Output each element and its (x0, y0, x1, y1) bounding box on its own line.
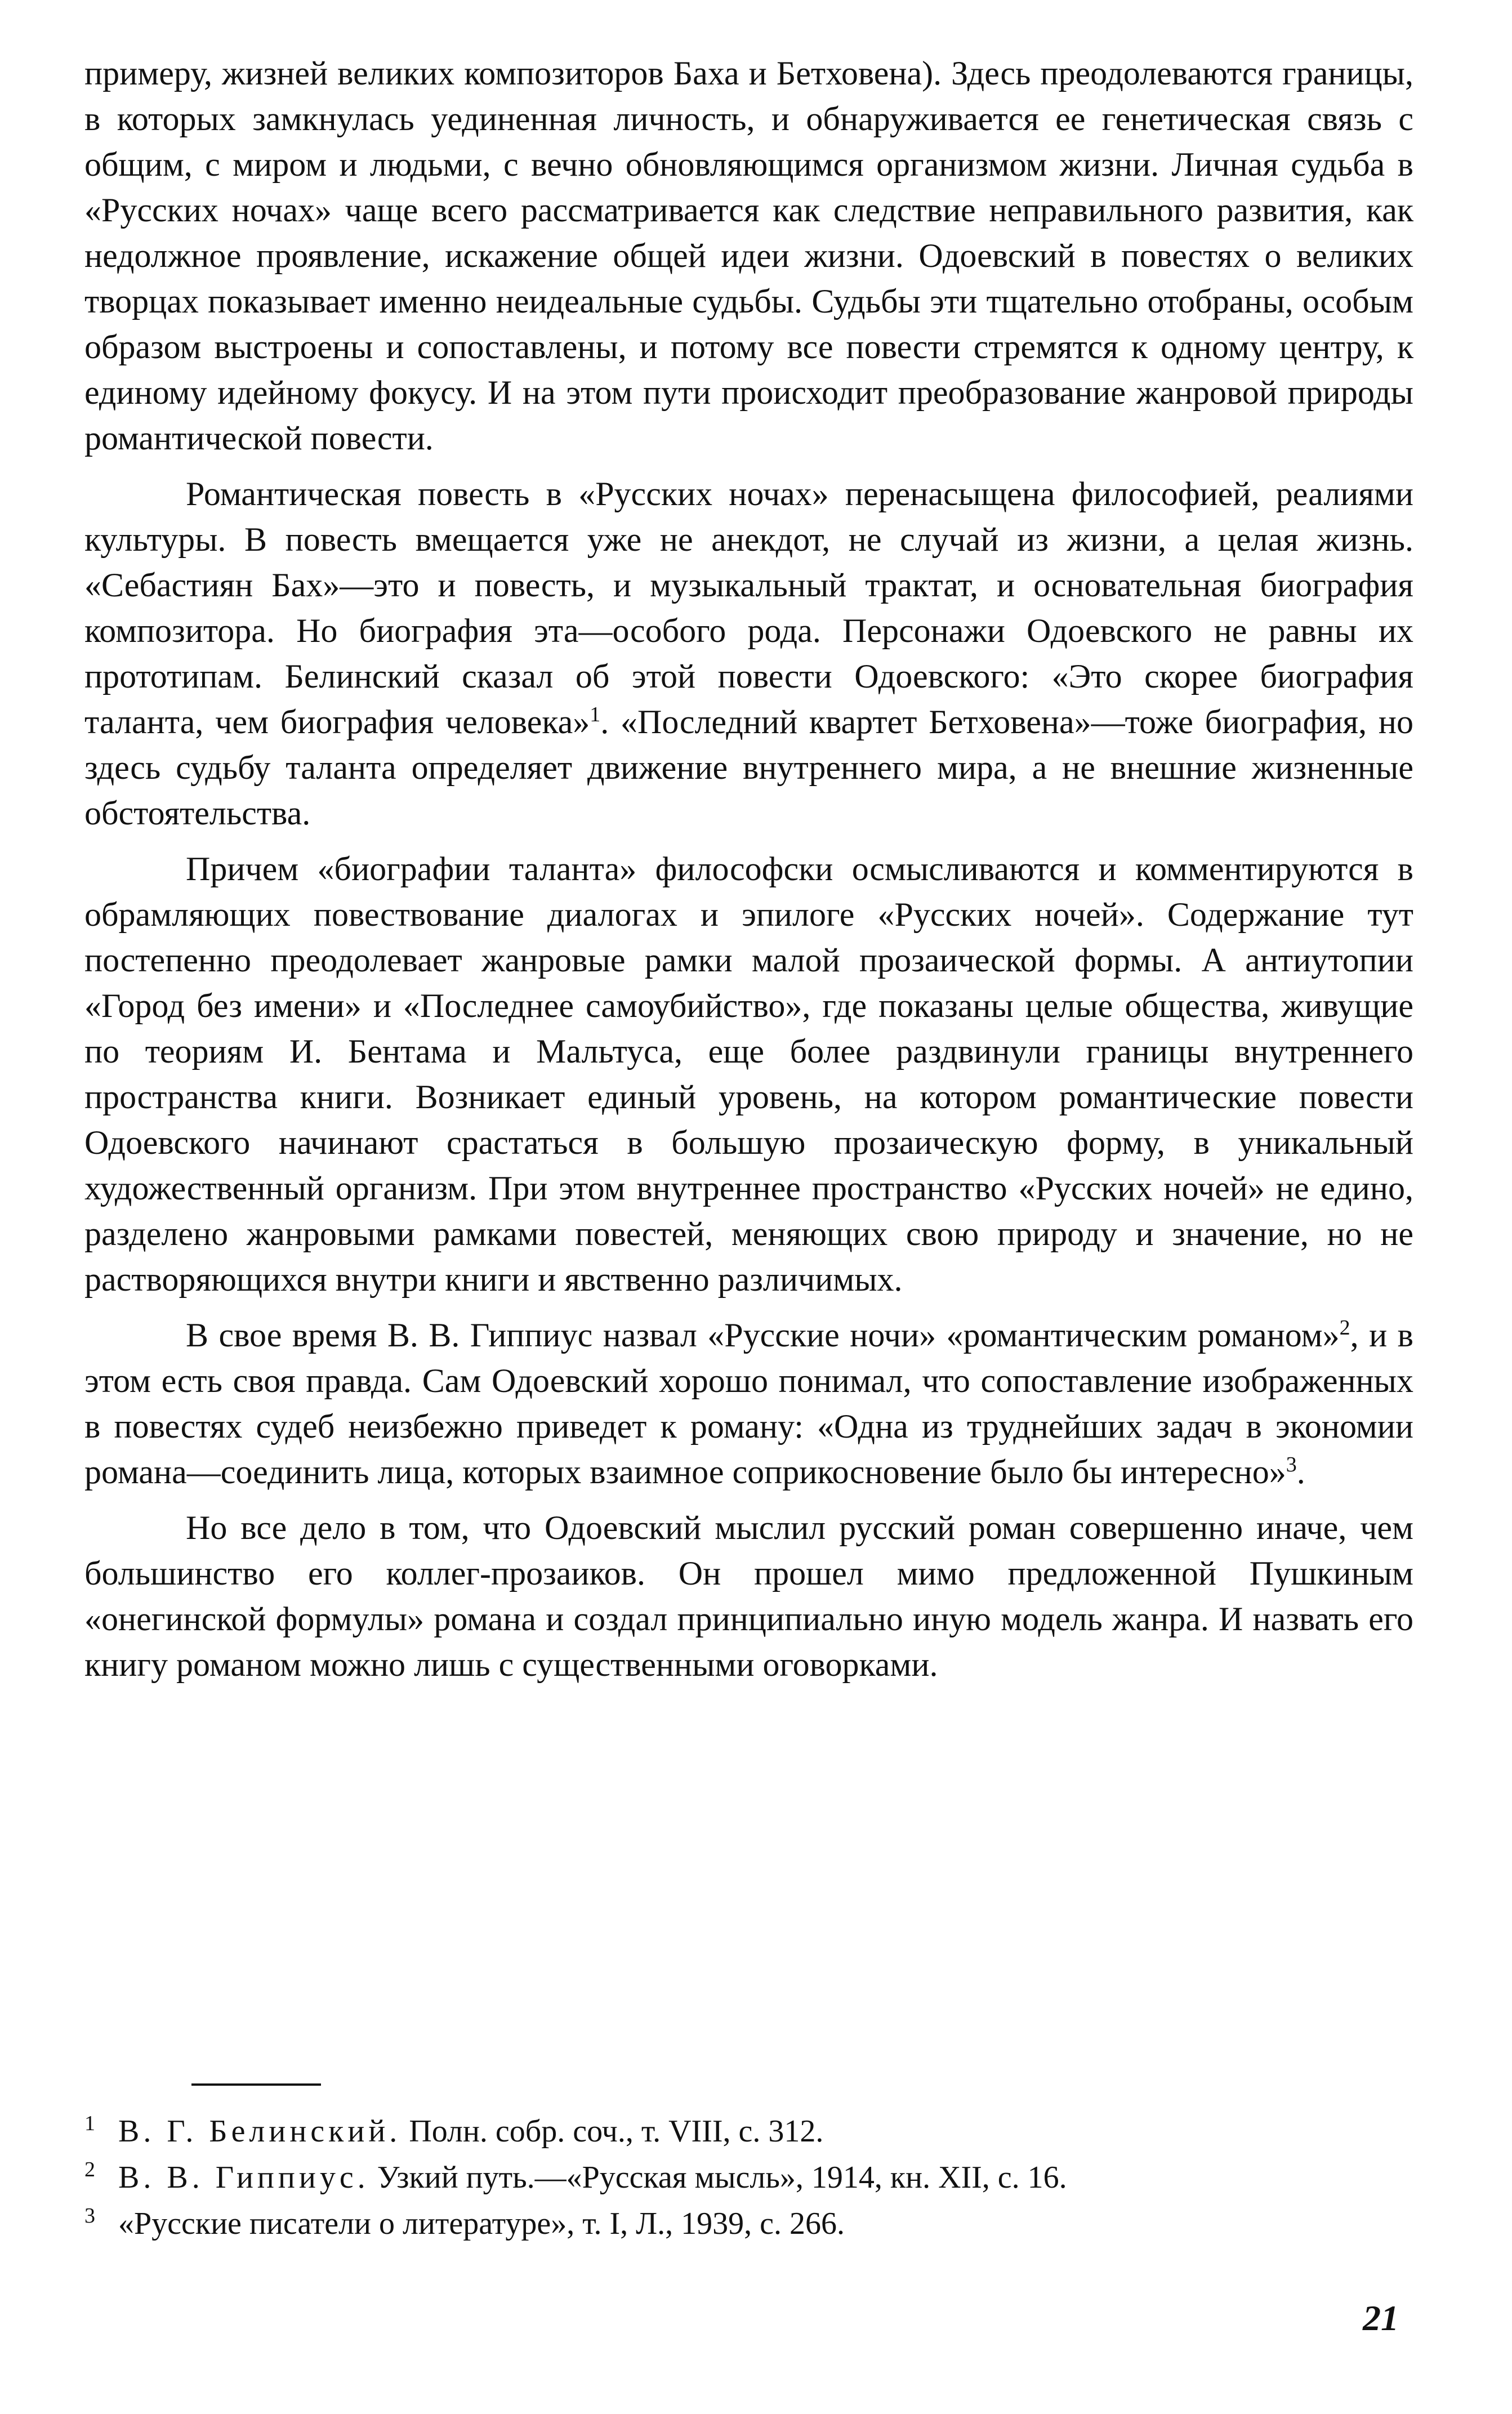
footnote-3-text: «Русские писатели о литературе», т. I, Л., 1939, с. 266. (118, 2206, 845, 2241)
footnotes (84, 2083, 1413, 2247)
footnote-ref-1: 1 (590, 703, 601, 726)
footnote-2: $^2$ В. В. Гиппиус. Узкий путь.—«Русская мысль», 1914, кн. XII, с. 16. (84, 2158, 1067, 2195)
footnote-2-author: В. В. Гиппиус. (118, 2160, 369, 2195)
footnote-ref-3: 3 (1286, 1453, 1297, 1476)
paragraph-4-text-end: . (1296, 1453, 1305, 1491)
footnote-divider (191, 2083, 321, 2086)
paragraph-4-text-after: , и в этом есть своя правда. Сам Одоевский хорошо понимал, что сопоставление изображенных в повестях судеб неизбежно приведет к роману: «Одна из труднейших задач в экономии романа—соединить лица, которых взаимное соприкосновение было бы интересно» (84, 1317, 1413, 1491)
paragraph-4-text-before: В свое время В. В. Гиппиус назвал «Русские ночи» «романтическим романом» (186, 1317, 1340, 1354)
paragraph-3: Причем «биографии таланта» философски осмысливаются и комментируются в обрамляющих повествование диалогах и эпилоге «Русских ночей». Содержание тут постепенно преодолевает жанровые рамки малой прозаической формы. А антиутопии «Город без имени» и «Последнее самоубийство», где показаны целые общества, живущие по теориям И. Бентама и Мальтуса, еще более раздвинули границы внутреннего пространства книги. Возникает единый уровень, на котором романтические повести Одоевского начинают срастаться в большую прозаическую форму, в уникальный художественный организм. При этом внутреннее пространство «Русских ночей» не едино, разделено жанровыми рамками повестей, меняющих свою природу и значение, но не растворяющихся внутри книги и явственно различимых. (84, 850, 1413, 1298)
page-number: 21 (1363, 2298, 1399, 2338)
paragraph-2 (84, 471, 1413, 836)
footnote-1: $^1$ В. Г. Белинский. Полн. собр. соч., т. VIII, с. 312. (84, 2112, 824, 2149)
paragraph-1: примеру, жизней великих композиторов Баха и Бетховена). Здесь преодолеваются границы, в которых замкнулась уединенная личность, и обнаруживается ее генетическая связь с общим, с миром и людьми, с вечно обновляющимся организмом жизни. Личная судьба в «Русских ночах» чаще всего рассматривается как следствие неправильного развития, как недолжное проявление, искажение общей идеи жизни. Одоевский в повестях о великих творцах показывает именно неидеальные судьбы. Судьбы эти тщательно отобраны, особым образом выстроены и сопоставлены, и потому все повести стремятся к одному центру, к единому идейному фокусу. И на этом пути происходит преобразование жанровой природы романтической повести. (84, 55, 1413, 457)
paragraph-4 (84, 1313, 1413, 1495)
paragraph-5: Но все дело в том, что Одоевский мыслил русский роман совершенно иначе, чем большинство его коллег-прозаиков. Он прошел мимо предложенной Пушкиным «онегинской формулы» романа и создал принципиально иную модель жанра. И назвать его книгу романом можно лишь с существенными оговорками. (84, 1509, 1413, 1683)
footnote-1-text: Полн. собр. соч., т. VIII, с. 312. (401, 2114, 824, 2149)
footnote-ref-2: 2 (1339, 1316, 1350, 1340)
footnote-2-text: Узкий путь.—«Русская мысль», 1914, кн. XII, с. 16. (369, 2160, 1067, 2195)
footnote-3: $^3$ «Русские писатели о литературе», т. I, Л., 1939, с. 266. (84, 2204, 845, 2241)
footnote-1-author: В. Г. Белинский. (118, 2114, 402, 2149)
page-body (84, 51, 1413, 2359)
paragraph-2-text-before: Романтическая повесть в «Русских ночах» перенасыщена философией, реалиями культуры. В повесть вмещается уже не анекдот, не случай из жизни, а целая жизнь. «Себастиян Бах»—это и повесть, и музыкальный трактат, и основательная биография композитора. Но биография эта—особого рода. Персонажи Одоевского не равны их прототипам. Белинский сказал об этой повести Одоевского: «Это скорее биография таланта, чем биография человека» (84, 475, 1413, 740)
paragraph-2-text-after: . «Последний квартет Бетховена»—тоже биография, но здесь судьбу таланта определяет движение внутреннего мира, а не внешние жизненные обстоятельства. (84, 703, 1413, 832)
